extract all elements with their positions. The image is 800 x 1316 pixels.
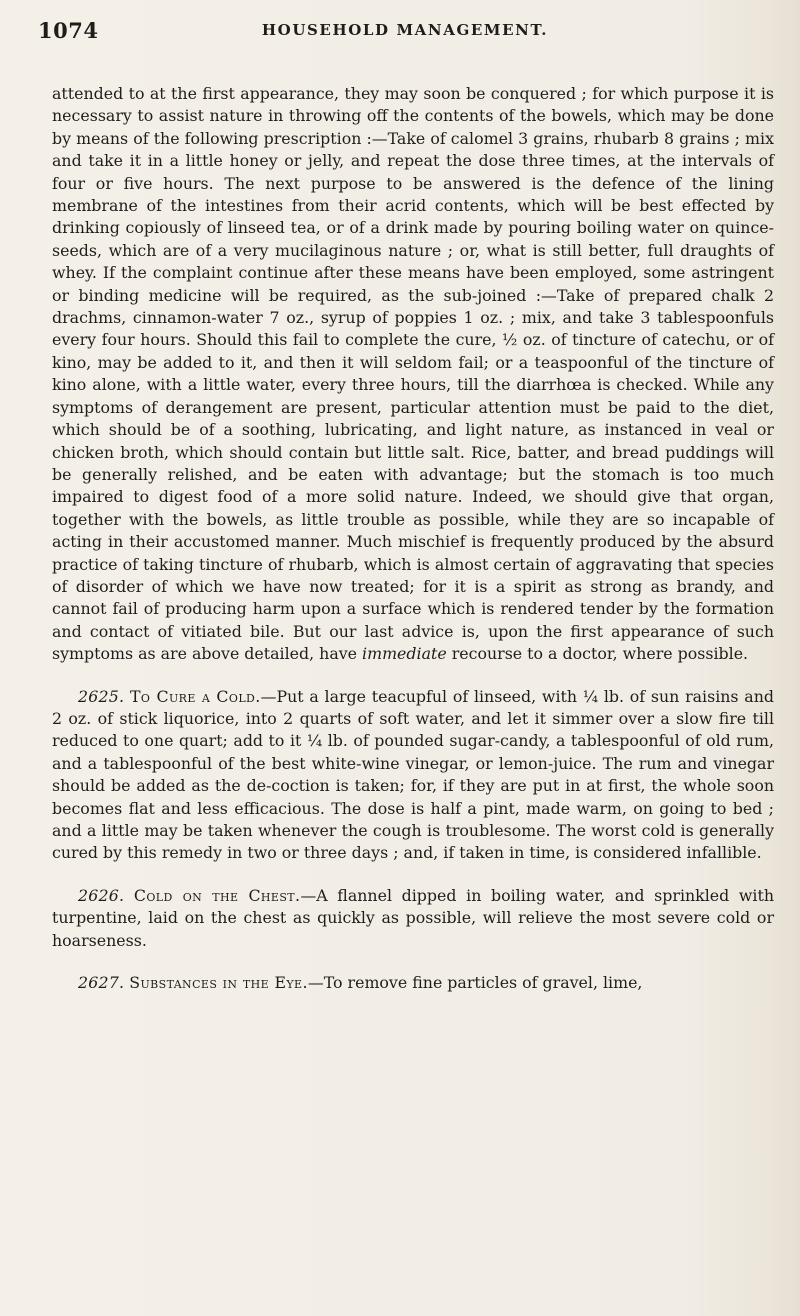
section-number: 2626. <box>78 885 125 905</box>
section-heading: Cold on the Chest. <box>133 885 301 905</box>
page-number: 1074 <box>38 18 99 43</box>
section-2627 <box>52 972 774 994</box>
paragraph-end: recourse to a doctor, where possible. <box>451 644 749 664</box>
section-number: 2627. <box>78 973 125 993</box>
section-heading: To Cure a Cold. <box>130 686 261 706</box>
body-text <box>52 83 774 994</box>
paragraph-text: attended to at the first appearance, they may soon be conquered ; for which purpose it is necessary to assist nature in throwing off the contents of the bowels, which may be done by means of the following prescription :—Take of calomel 3 grains, rhubarb 8 grains ; mix and take it in a little honey or jelly, and repeat the dose three times, at the intervals of four or five hours. The next purpose to be answered is the defence of the lining membrane of the intestines from their acrid contents, which will be best effected by drinking copiously of linseed tea, or of a drink made by pouring boiling water on quince-seeds, which are of a very mucilaginous nature ; or, what is still better, full draughts of whey. If the complaint continue after these means have been employed, some astringent or binding medicine will be required, as the sub-joined :—Take of prepared chalk 2 drachms, cinnamon-water 7 oz., syrup of poppies 1 oz. ; mix, and take 3 tablespoonfuls every four hours. Should this fail to complete the cure, ½ oz. of tincture of catechu, or of kino, may be added to it, and then it will seldom fail; or a teaspoonful of the tincture of kino alone, with a little water, every three hours, till the diarrhœa is checked. While any symptoms of derangement are present, particular attention must be paid to the diet, which should be of a soothing, lubricating, and light nature, as instanced in veal or chicken broth, which should contain but little salt. Rice, batter, and bread puddings will be generally relished, and be eaten with advantage; but the stomach is too much impaired to digest food of a more solid nature. Indeed, we should give that organ, together with the bowels, as little trouble as possible, while they are so incapable of acting in their accustomed manner. Much mischief is frequently produced by the absurd practice of taking tincture of rhubarb, which is almost certain of aggravating that species of disorder of which we have now treated; for it is a spirit as strong as brandy, and cannot fail of producing harm upon a surface which is rendered tender by the formation and contact of vitiated bile. But our last advice is, upon the first appearance of such symptoms as are above detailed, have <box>52 84 774 664</box>
section-text: —Put a large teacupful of linseed, with ¼ lb. of sun raisins and 2 oz. of stick liquorice, into 2 quarts of soft water, and let it simmer over a slow fire till reduced to one quart; add to it ¼ lb. of pounded sugar-candy, a tablespoonful of old rum, and a tablespoonful of the best white-wine vinegar, or lemon-juice. The rum and vinegar should be added as the de-coction is taken; for, if they are put in at first, the whole soon becomes flat and less efficacious. The dose is half a pint, made warm, on going to bed ; and a little may be taken whenever the cough is troublesome. The worst cold is generally cured by this remedy in two or three days ; and, if taken in time, is considered infallible. <box>52 686 774 863</box>
section-text: —A flannel dipped in boiling water, and sprinkled with turpentine, laid on the chest as quickly as possible, will relieve the most severe cold or hoarseness. <box>52 885 774 950</box>
running-title: HOUSEHOLD MANAGEMENT. <box>261 21 549 39</box>
page-header <box>38 18 772 50</box>
section-2626 <box>52 885 774 952</box>
section-heading: Substances in the Eye. <box>129 973 308 993</box>
paragraph-diarrhoea-continued <box>52 83 774 666</box>
emphasis-immediate: immediate <box>362 644 447 664</box>
section-text: —To remove fine particles of gravel, lime, <box>307 973 643 993</box>
section-number: 2625. <box>78 686 125 706</box>
section-2625 <box>52 686 774 865</box>
